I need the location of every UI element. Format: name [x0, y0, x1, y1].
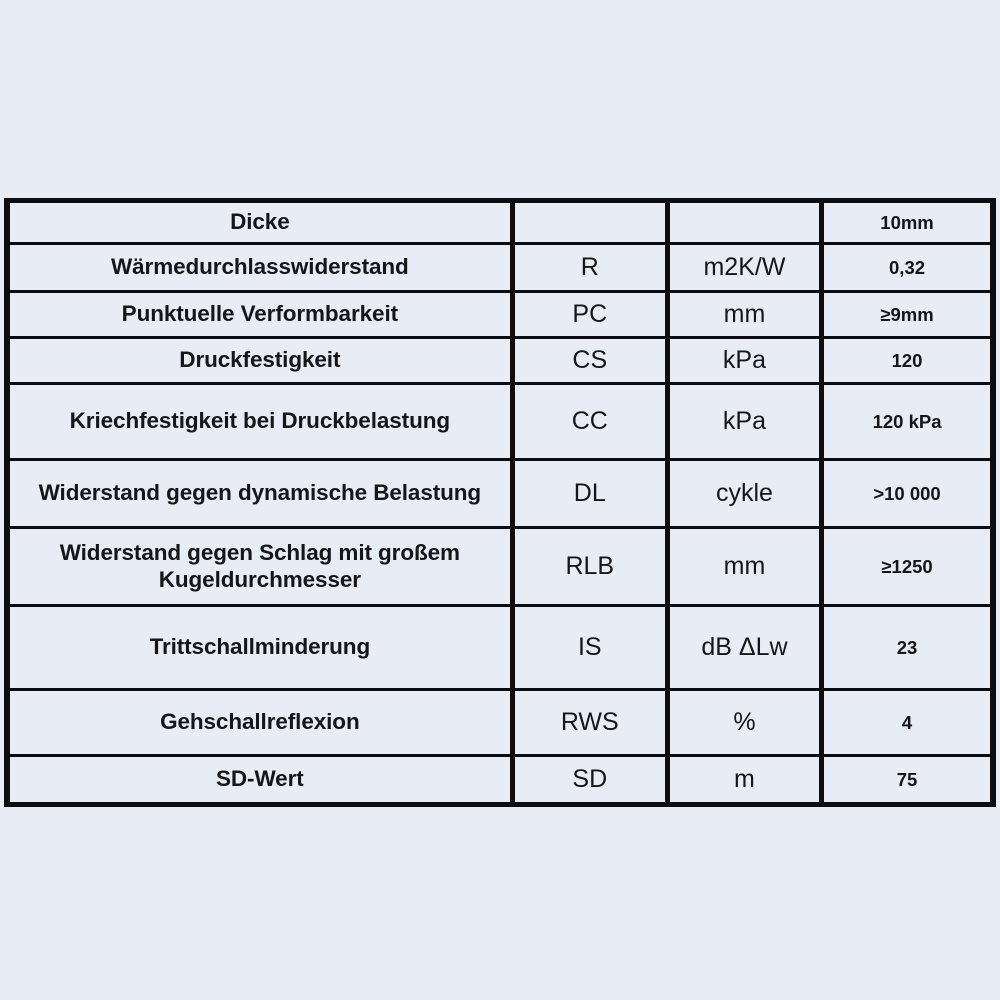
row-property-dicke: Dicke [7, 201, 512, 244]
row-symbol-dicke [512, 201, 667, 244]
row-property-druckfestigkeit: Druckfestigkeit [7, 338, 512, 384]
row-property-gehschallreflexion: Gehschallreflexion [7, 690, 512, 756]
row-unit-schlag-kugeldurchmesser: mm [667, 528, 821, 606]
row-symbol-kriechfestigkeit: CC [512, 384, 667, 460]
row-value-druckfestigkeit: 120 [822, 338, 993, 384]
row-unit-kriechfestigkeit: kPa [667, 384, 821, 460]
technical-specification-table [4, 198, 996, 807]
row-value-dynamische-belastung: >10 000 [822, 460, 993, 528]
table-row [7, 384, 993, 460]
row-unit-waermedurchlasswiderstand: m2K/W [667, 244, 821, 292]
row-unit-punktuelle-verformbarkeit: mm [667, 292, 821, 338]
table-row [7, 690, 993, 756]
row-unit-dynamische-belastung: cykle [667, 460, 821, 528]
row-unit-dicke [667, 201, 821, 244]
row-value-schlag-kugeldurchmesser: ≥1250 [822, 528, 993, 606]
row-symbol-punktuelle-verformbarkeit: PC [512, 292, 667, 338]
row-value-kriechfestigkeit: 120 kPa [822, 384, 993, 460]
table-row [7, 201, 993, 244]
row-value-trittschallminderung: 23 [822, 606, 993, 690]
row-unit-druckfestigkeit: kPa [667, 338, 821, 384]
row-symbol-sd-wert: SD [512, 756, 667, 805]
row-value-waermedurchlasswiderstand: 0,32 [822, 244, 993, 292]
table-row [7, 338, 993, 384]
table-row [7, 244, 993, 292]
row-property-dynamische-belastung: Widerstand gegen dynamische Belastung [7, 460, 512, 528]
row-property-trittschallminderung: Trittschallminderung [7, 606, 512, 690]
row-unit-gehschallreflexion: % [667, 690, 821, 756]
row-value-gehschallreflexion: 4 [822, 690, 993, 756]
row-symbol-dynamische-belastung: DL [512, 460, 667, 528]
table-row [7, 528, 993, 606]
table-row [7, 606, 993, 690]
row-unit-trittschallminderung: dB ΔLw [667, 606, 821, 690]
spec-table-container [4, 198, 996, 807]
row-symbol-druckfestigkeit: CS [512, 338, 667, 384]
row-property-kriechfestigkeit: Kriechfestigkeit bei Druckbelastung [7, 384, 512, 460]
row-value-punktuelle-verformbarkeit: ≥9mm [822, 292, 993, 338]
row-value-dicke: 10mm [822, 201, 993, 244]
table-row [7, 460, 993, 528]
table-row [7, 292, 993, 338]
row-property-punktuelle-verformbarkeit: Punktuelle Verformbarkeit [7, 292, 512, 338]
table-row [7, 756, 993, 805]
spec-table-body [7, 201, 993, 805]
row-property-sd-wert: SD-Wert [7, 756, 512, 805]
row-property-schlag-kugeldurchmesser: Widerstand gegen Schlag mit großem Kugeldurchmesser [7, 528, 512, 606]
row-symbol-trittschallminderung: IS [512, 606, 667, 690]
row-unit-sd-wert: m [667, 756, 821, 805]
row-symbol-gehschallreflexion: RWS [512, 690, 667, 756]
row-symbol-schlag-kugeldurchmesser: RLB [512, 528, 667, 606]
row-symbol-waermedurchlasswiderstand: R [512, 244, 667, 292]
row-property-waermedurchlasswiderstand: Wärmedurchlasswiderstand [7, 244, 512, 292]
row-value-sd-wert: 75 [822, 756, 993, 805]
